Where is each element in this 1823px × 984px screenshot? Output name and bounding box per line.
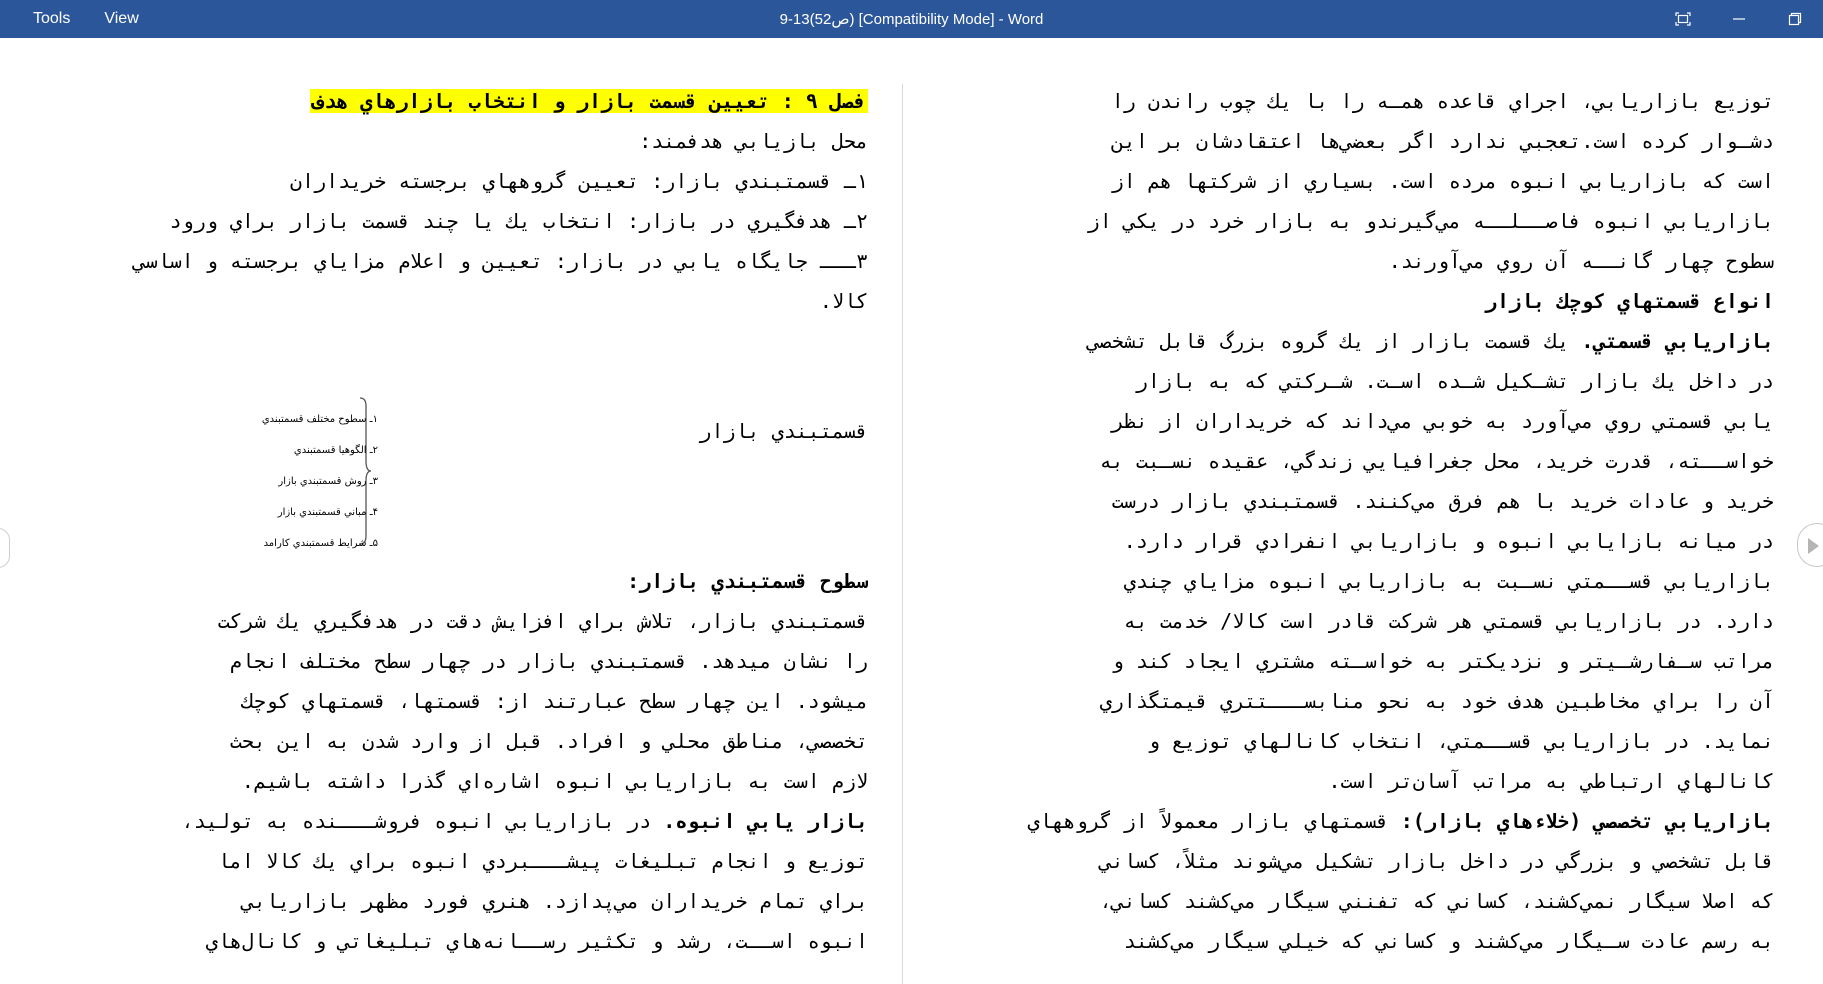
document-area[interactable] xyxy=(0,38,1823,984)
left-page-lower xyxy=(28,561,868,961)
text-line: سطوح چهار گانــه آن روي مي‌آورند. xyxy=(1388,249,1774,273)
diagram-item: ۵ـ شرايط قسمتبندي كارامد xyxy=(263,538,378,549)
text-line: كانالهاي ارتباطي به مراتب آسان‌تر است. xyxy=(1328,769,1774,793)
text-line: توزيع و انجام تبليغات پيشـــبردي انبوه براي يك كالا اما xyxy=(217,849,868,873)
left-page xyxy=(28,81,868,321)
next-page-arrow[interactable] xyxy=(1797,523,1823,567)
text-line xyxy=(934,321,1774,361)
text-line: ۲ـ هدفگيري در بازار: انتخاب يك يا چند قسمت بازار براي ورود xyxy=(169,209,868,233)
text-line: كالا. xyxy=(819,289,868,313)
text-line: در داخل يك بازار تشـكيل شـده اسـت. شـركتي كه به بازار xyxy=(1135,369,1774,393)
text-line: بازاريابي انبوه فاصــلــه مي‌گيرندو به بازار خرد در يكي از xyxy=(1087,209,1774,233)
text-line: توزيع بازاريابي، اجراي قاعده همـه را با يك چوب راندن را xyxy=(1111,89,1774,113)
text-span: قسمتهاي بازار معمولاً از گروههاي xyxy=(1027,809,1401,833)
text-line: بازاريابي قســمتي نسـبت به بازاريابي انبوه مزاياي چندي xyxy=(1123,569,1774,593)
focus-mode-button[interactable] xyxy=(1655,0,1711,38)
window-controls xyxy=(1655,0,1823,38)
window-title: 9-13(ص52) [Compatibility Mode] - Word xyxy=(779,11,1044,28)
chapter-heading: فصل ۹ : تعيين قسمت بازار و انتخاب بازارهاي هدف xyxy=(312,89,866,113)
subheading: انواع قسمتهاي كوچك بازار xyxy=(1485,289,1774,313)
text-line: كه اصلا سيگار نمي‌كشند، كساني كه تفنني سيگار مي‌كشند كساني، xyxy=(1099,889,1774,913)
text-line: است كه بازاريابي انبوه مرده است. بسياري از شركتها هم از xyxy=(1111,169,1774,193)
minimize-button[interactable] xyxy=(1711,0,1767,38)
minimize-icon xyxy=(1732,12,1746,26)
text-span: يك قسمت بازار از يك گروه بزرگ قابل تشخصي xyxy=(1087,329,1582,353)
text-line: لازم است به بازاريابي انبوه اشاره‌اي گذرا داشته باشيم. xyxy=(241,769,868,793)
text-line: محل بازيابي هدفمند: xyxy=(639,129,868,153)
diagram-label: قسمتبندي بازار xyxy=(699,419,868,443)
text-span: در بازاريابي انبوه فروشـــنده به توليد، xyxy=(181,809,664,833)
text-line: ميشود. اين چهار سطح عبارتند از: قسمتها، قسمتهاي كوچك xyxy=(241,689,868,713)
diagram-items xyxy=(238,404,378,559)
text-line: آن را براي مخاطبين هدف خود به نحو منابســـتتري قيمتگذاري xyxy=(1099,689,1774,713)
bold-lead: بازار يابي انبوه. xyxy=(663,809,868,833)
restore-button[interactable] xyxy=(1767,0,1823,38)
diagram-item: ۲ـ الگوهيا قسمتبندي xyxy=(293,445,378,456)
diagram-item: ۴ـ مباني قسمتبندي بازار xyxy=(277,507,378,518)
previous-page-arrow[interactable] xyxy=(0,528,10,568)
page-divider xyxy=(902,84,903,984)
text-line: يابي قسمتي روي مي‌آورد به خوبي مي‌داند كه خريداران از نظر xyxy=(1111,409,1774,433)
text-line: دشـوار كرده است.تعجبي ندارد اگر بعضي‌ها اعتقادشان بر اين xyxy=(1111,129,1774,153)
text-line: تخصصي، مناطق محلي و افراد. قبل از وارد شدن به اين بحث xyxy=(229,729,868,753)
bold-lead: بازاريابي قسمتي. xyxy=(1581,329,1774,353)
text-line: ۳ـــ جايگاه يابي در بازار: تعيين و اعلام مزاياي برجسته و اساسي xyxy=(133,249,868,273)
text-line: براي تمام خريداران مي‌پدازد. هنري فورد مظهر بازاريابي xyxy=(241,889,868,913)
segmentation-diagram xyxy=(28,356,868,556)
restore-icon xyxy=(1788,12,1802,26)
text-line: قسمتبندي بازار، تلاش براي افزايش دقت در هدفگيري يك شركت xyxy=(217,609,868,633)
section-heading: سطوح قسمتبندي بازار: xyxy=(627,569,868,593)
text-line: به رسم عادت سـيگار مي‌كشند و كساني كه خيلي سيگار مي‌كشند xyxy=(1123,929,1774,953)
title-bar xyxy=(0,0,1823,38)
text-line xyxy=(934,801,1774,841)
text-line xyxy=(28,801,868,841)
text-line: خواســته، قدرت خريد، محل جغرافيايي زندگي، عقيده نسـبت به xyxy=(1099,449,1774,473)
text-line: دارد. در بازاريابي قسمتي هر شركت قادر است كالا/ خدمت به xyxy=(1123,609,1774,633)
menu-view[interactable]: View xyxy=(104,10,139,27)
right-page xyxy=(934,81,1774,961)
diagram-item: ۱ـ سطوح مختلف قسمتبندي xyxy=(261,414,378,425)
diagram-item: ۳ـ روش قسمتبندي بازار xyxy=(278,476,378,487)
text-line: را نشان ميدهد. قسمتبندي بازار در چهار سطح مختلف انجام xyxy=(229,649,868,673)
text-line: انبوه اســت، رشد و تكثير رســانه‌هاي تبليغاتي و كانال‌هاي xyxy=(205,929,868,953)
text-line: در ميانه بازايابي انبوه و بازاريابي انفرادي قرار دارد. xyxy=(1123,529,1774,553)
menu-tools[interactable]: Tools xyxy=(33,10,71,27)
bold-lead: بازاريابي تخصصي (خلاءهاي بازار): xyxy=(1400,809,1774,833)
text-line: قابل تشخصي و بزرگي در داخل بازار تشكيل مي‌شوند مثلاً، كساني xyxy=(1099,849,1774,873)
text-line: ۱ـ قسمتبندي بازار: تعيين گروههاي برجسته خريداران xyxy=(290,169,868,193)
text-line: مراتب سـفارشـيتر و نزديكتر به خواسـته مشتري ايجاد كند و xyxy=(1111,649,1774,673)
text-line: خريد و عادات خريد با هم فرق مي‌كنند. قسمتبندي بازار درست xyxy=(1111,489,1774,513)
focus-icon xyxy=(1675,12,1691,26)
text-line: نمايد. در بازاريابي قســمتي، انتخاب كانالهاي توزيع و xyxy=(1147,729,1774,753)
